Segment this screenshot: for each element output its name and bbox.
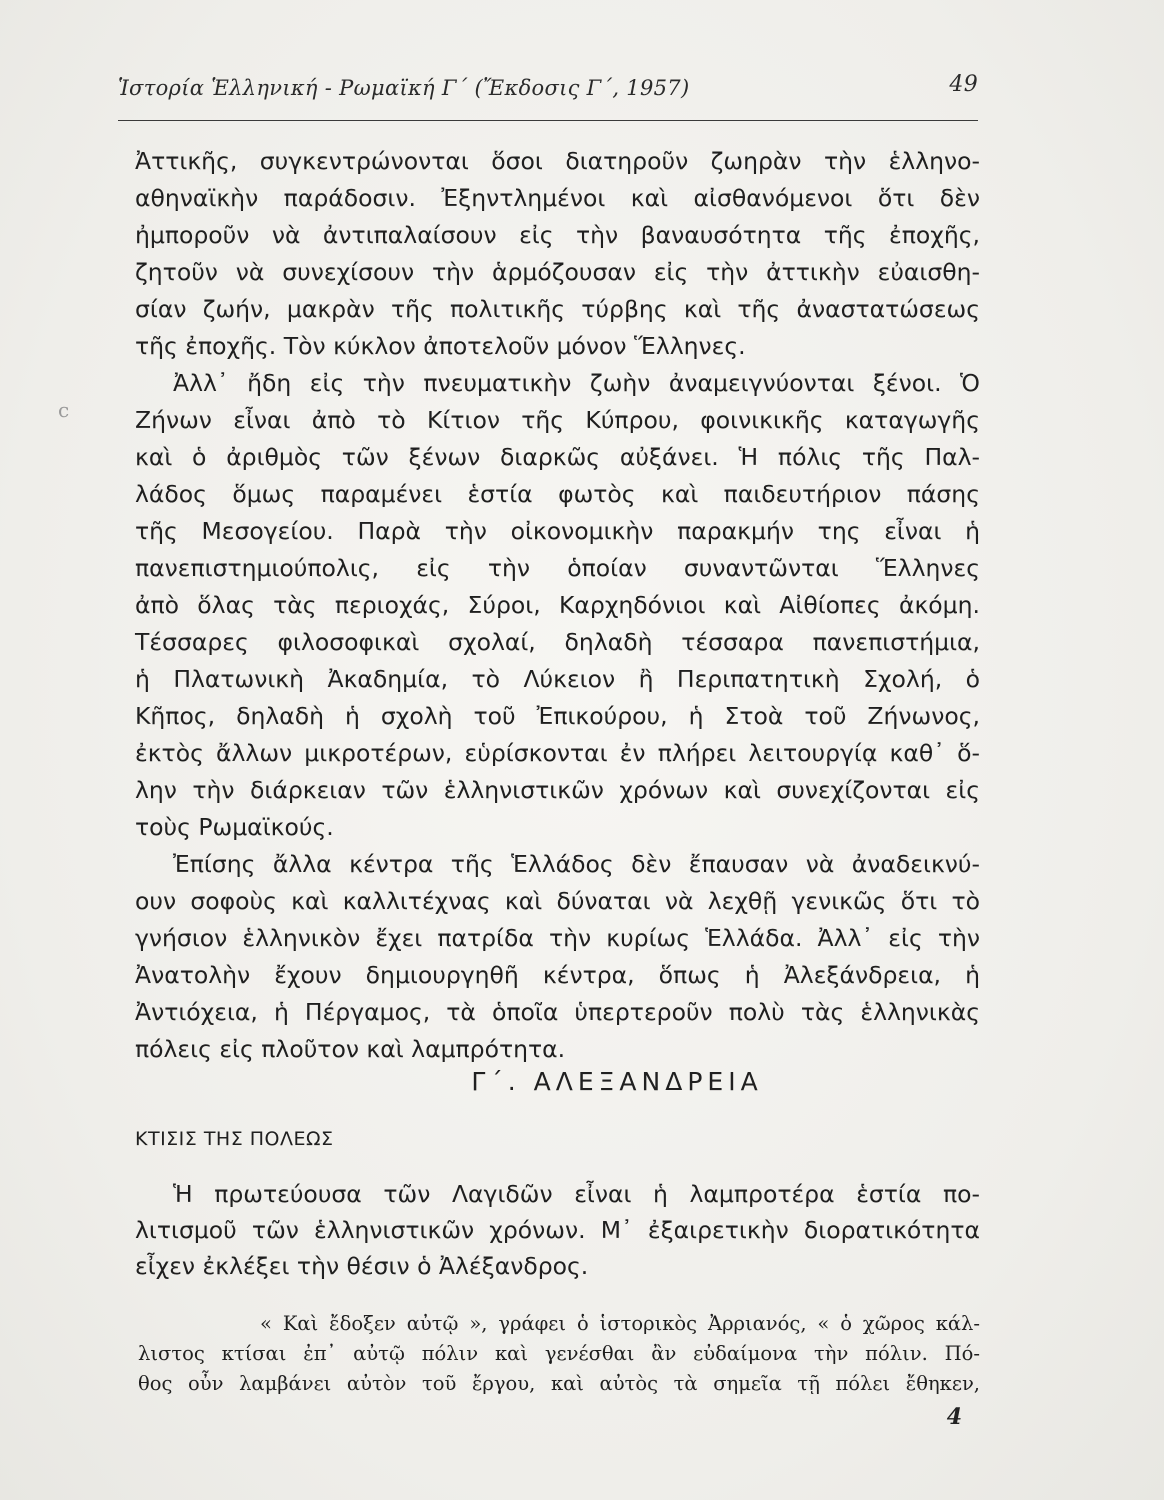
text-line: αθηναϊκὴν παράδοσιν. Ἐξηντλημένοι καὶ αἰσθανόμενοι ὅτι δὲν xyxy=(135,184,980,212)
text-line: τοὺς Ρωμαϊκούς. xyxy=(135,813,334,841)
quote-line: « Καὶ ἔδοξεν αὐτῷ », γράφει ὁ ἱστορικὸς Ἀρριανός, « ὁ χῶρος κάλ- xyxy=(260,1312,980,1335)
text-line: Ἀττικῆς, συγκεντρώνονται ὅσοι διατηροῦν ζωηρὰν τὴν ἑλληνο- xyxy=(135,147,980,175)
text-line: λην τὴν διάρκειαν τῶν ἑλληνιστικῶν χρόνων καὶ συνεχίζονται εἰς xyxy=(135,776,980,804)
text-line: καὶ ὁ ἀριθμὸς τῶν ξένων διαρκῶς αὐξάνει. Ἡ πόλις τῆς Παλ- xyxy=(135,443,980,471)
text-line: ουν σοφοὺς καὶ καλλιτέχνας καὶ δύναται νὰ λεχθῇ γενικῶς ὅτι τὸ xyxy=(135,887,980,915)
running-head xyxy=(118,70,978,110)
body-text xyxy=(135,143,980,1068)
text-line: λάδος ὅμως παραμένει ἑστία φωτὸς καὶ παιδευτήριον πάσης xyxy=(135,480,980,508)
text-line: ἀπὸ ὅλας τὰς περιοχάς, Σύροι, Καρχηδόνιοι καὶ Αἰθίοπες ἀκόμη. xyxy=(135,591,980,619)
text-line: ἠμποροῦν νὰ ἀντιπαλαίσουν εἰς τὴν βαναυσότητα τῆς ἐποχῆς, xyxy=(135,221,980,249)
quote-block xyxy=(138,1309,980,1399)
text-line: πανεπιστημιούπολις, εἰς τὴν ὁποίαν συναντῶνται Ἕλληνες xyxy=(135,554,980,582)
subsection-heading: ΚΤΙΣΙΣ ΤΗΣ ΠΟΛΕΩΣ xyxy=(135,1128,334,1150)
text-line: ζητοῦν νὰ συνεχίσουν τὴν ἁρμόζουσαν εἰς τὴν ἀττικὴν εὐαισθη- xyxy=(135,258,980,286)
text-line: Ἀνατολὴν ἔχουν δημιουργηθῆ κέντρα, ὅπως ἡ Ἀλεξάνδρεια, ἡ xyxy=(135,961,980,989)
text-line: σίαν ζωήν, μακρὰν τῆς πολιτικῆς τύρβης καὶ τῆς ἀναστατώσεως xyxy=(135,295,980,323)
text-line: Κῆπος, δηλαδὴ ἡ σχολὴ τοῦ Ἐπικούρου, ἡ Στοὰ τοῦ Ζήνωνος, xyxy=(135,702,980,730)
page-number: 49 xyxy=(949,72,978,97)
text-line: γνήσιον ἑλληνικὸν ἔχει πατρίδα τὴν κυρίως Ἑλλάδα. Ἀλλ᾿ εἰς τὴν xyxy=(135,924,980,952)
running-head-title: Ἱστορία Ἑλληνική - Ρωμαϊκή Γ΄ (Ἔκδοσις Γ΄, 1957) xyxy=(118,76,690,100)
quote-line: θος οὖν λαμβάνει αὐτὸν τοῦ ἔργου, καὶ αὐτὸς τὰ σημεῖα τῇ πόλει ἔθηκεν, xyxy=(138,1372,980,1395)
quote-line: λιστος κτίσαι ἐπ᾿ αὐτῷ πόλιν καὶ γενέσθαι ἂν εὐδαίμονα τὴν πόλιν. Πό- xyxy=(138,1342,980,1365)
header-rule xyxy=(118,120,978,121)
text-line: λιτισμοῦ τῶν ἑλληνιστικῶν χρόνων. Μ᾿ ἐξαιρετικὴν διορατικότητα xyxy=(135,1216,980,1244)
text-line: Ἀντιόχεια, ἡ Πέργαμος, τὰ ὁποῖα ὑπερτεροῦν πολὺ τὰς ἑλληνικὰς xyxy=(135,998,980,1026)
text-line: Ἐπίσης ἄλλα κέντρα τῆς Ἑλλάδος δὲν ἔπαυσαν νὰ ἀναδεικνύ- xyxy=(173,850,980,878)
text-line: Ἡ πρωτεύουσα τῶν Λαγιδῶν εἶναι ἡ λαμπροτέρα ἑστία πο- xyxy=(173,1180,980,1208)
text-line: πόλεις εἰς πλοῦτον καὶ λαμπρότητα. xyxy=(135,1035,566,1063)
signature-mark: 4 xyxy=(946,1404,962,1430)
text-line: τῆς ἐποχῆς. Τὸν κύκλον ἀποτελοῦν μόνον Ἕλληνες. xyxy=(135,332,746,360)
text-line: ἐκτὸς ἄλλων μικροτέρων, εὑρίσκονται ἐν πλήρει λειτουργίᾳ καθ᾿ ὅ- xyxy=(135,739,980,767)
text-line: τῆς Μεσογείου. Παρὰ τὴν οἰκονομικὴν παρακμήν της εἶναι ἡ xyxy=(135,517,980,545)
section-text xyxy=(135,1176,980,1284)
text-line: εἶχεν ἐκλέξει τὴν θέσιν ὁ Ἀλέξανδρος. xyxy=(135,1252,589,1280)
section-heading: Γ΄. ΑΛΕΞΑΝΔΡΕΙΑ xyxy=(471,1067,763,1096)
text-line: Τέσσαρες φιλοσοφικαὶ σχολαί, δηλαδὴ τέσσαρα πανεπιστήμια, xyxy=(135,628,980,656)
text-line: ἡ Πλατωνικὴ Ἀκαδημία, τὸ Λύκειον ἢ Περιπατητικὴ Σχολή, ὁ xyxy=(135,665,980,693)
text-line: Ζήνων εἶναι ἀπὸ τὸ Κίτιον τῆς Κύπρου, φοινικικῆς καταγωγῆς xyxy=(135,406,980,434)
text-line: Ἀλλ᾿ ἤδη εἰς τὴν πνευματικὴν ζωὴν ἀναμειγνύονται ξένοι. Ὁ xyxy=(173,369,980,397)
margin-mark: c xyxy=(58,398,70,422)
